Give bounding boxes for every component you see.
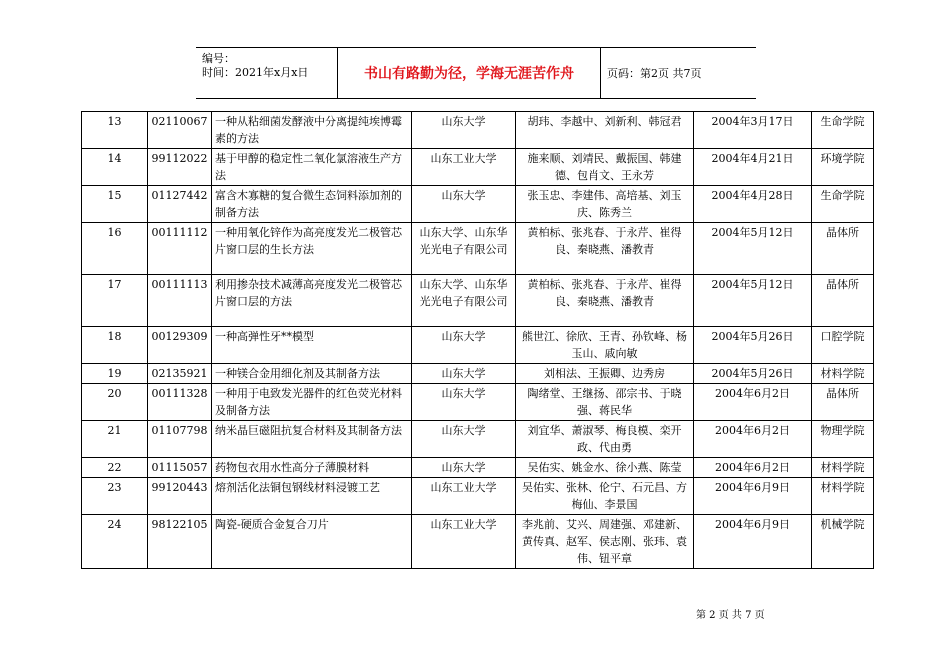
inventors: 刘宜华、萧淑琴、梅良模、栾开政、代由勇: [516, 421, 694, 458]
row-number: 17: [82, 275, 148, 327]
patent-title: 一种用于电致发光器件的红色荧光材料及制备方法: [212, 384, 412, 421]
department: 生命学院: [812, 186, 874, 223]
grant-date: 2004年6月9日: [694, 515, 812, 569]
grant-date: 2004年5月26日: [694, 327, 812, 364]
department: 材料学院: [812, 458, 874, 478]
department: 晶体所: [812, 384, 874, 421]
grant-date: 2004年3月17日: [694, 112, 812, 149]
grant-date: 2004年4月21日: [694, 149, 812, 186]
row-number: 13: [82, 112, 148, 149]
table-row: [82, 275, 874, 327]
table-row: [82, 364, 874, 384]
table-row: [82, 458, 874, 478]
patent-id: 00111112: [148, 223, 212, 275]
row-number: 24: [82, 515, 148, 569]
inventors: 熊世江、徐欣、王青、孙钦峰、杨玉山、戚向敏: [516, 327, 694, 364]
patent-id: 01127442: [148, 186, 212, 223]
patent-title: 熔剂活化法铜包钢线材料浸镀工艺: [212, 478, 412, 515]
department: 环境学院: [812, 149, 874, 186]
inventors: 吴佑实、张林、伦宁、石元昌、方梅仙、李景国: [516, 478, 694, 515]
patent-title: 纳米晶巨磁阻抗复合材料及其制备方法: [212, 421, 412, 458]
applicant-unit: 山东大学: [412, 384, 516, 421]
grant-date: 2004年6月9日: [694, 478, 812, 515]
table-row: [82, 327, 874, 364]
table-row: [82, 384, 874, 421]
grant-date: 2004年6月2日: [694, 458, 812, 478]
patent-id: 99120443: [148, 478, 212, 515]
patent-title: 陶瓷-硬质合金复合刀片: [212, 515, 412, 569]
patent-table: [81, 111, 874, 569]
table-row: [82, 421, 874, 458]
inventors: 黄柏标、张兆春、于永芹、崔得良、秦晓燕、潘教青: [516, 275, 694, 327]
row-number: 18: [82, 327, 148, 364]
code-label: 编号：: [202, 52, 235, 65]
patent-id: 98122105: [148, 515, 212, 569]
applicant-unit: 山东工业大学: [412, 478, 516, 515]
table-row: [82, 149, 874, 186]
patent-title: 一种镁合金用细化剂及其制备方法: [212, 364, 412, 384]
patent-id: 00111113: [148, 275, 212, 327]
row-number: 19: [82, 364, 148, 384]
grant-date: 2004年5月12日: [694, 223, 812, 275]
patent-title: 利用掺杂技术减薄高亮度发光二极管芯片窗口层的方法: [212, 275, 412, 327]
table-row: [82, 515, 874, 569]
row-number: 20: [82, 384, 148, 421]
table-body: [82, 112, 874, 569]
row-number: 23: [82, 478, 148, 515]
applicant-unit: 山东大学: [412, 112, 516, 149]
row-number: 14: [82, 149, 148, 186]
table-row: [82, 478, 874, 515]
applicant-unit: 山东大学: [412, 186, 516, 223]
patent-id: 01115057: [148, 458, 212, 478]
inventors: 胡玮、李越中、刘新利、韩冠君: [516, 112, 694, 149]
patent-id: 02110067: [148, 112, 212, 149]
applicant-unit: 山东大学、山东华光光电子有限公司: [412, 223, 516, 275]
row-number: 21: [82, 421, 148, 458]
department: 机械学院: [812, 515, 874, 569]
applicant-unit: 山东工业大学: [412, 515, 516, 569]
inventors: 施来顺、刘靖民、戴振国、韩建德、包肖文、王永芳: [516, 149, 694, 186]
department: 晶体所: [812, 223, 874, 275]
table-row: [82, 112, 874, 149]
patent-id: 02135921: [148, 364, 212, 384]
applicant-unit: 山东大学: [412, 364, 516, 384]
patent-id: 99112022: [148, 149, 212, 186]
grant-date: 2004年4月28日: [694, 186, 812, 223]
grant-date: 2004年5月26日: [694, 364, 812, 384]
header-motto: 书山有路勤为径，学海无涯苦作舟: [338, 48, 601, 98]
patent-title: 富含木寡糖的复合微生态饲料添加剂的制备方法: [212, 186, 412, 223]
department: 物理学院: [812, 421, 874, 458]
grant-date: 2004年5月12日: [694, 275, 812, 327]
department: 晶体所: [812, 275, 874, 327]
patent-title: 一种从粘细菌发酵液中分离提纯埃博霉素的方法: [212, 112, 412, 149]
inventors: 张玉忠、李建伟、高培基、刘玉庆、陈秀兰: [516, 186, 694, 223]
department: 材料学院: [812, 364, 874, 384]
applicant-unit: 山东大学: [412, 421, 516, 458]
time-label: 时间：2021年x月x日: [202, 66, 309, 79]
applicant-unit: 山东工业大学: [412, 149, 516, 186]
applicant-unit: 山东大学: [412, 458, 516, 478]
inventors: 黄柏标、张兆春、于永芹、崔得良、秦晓燕、潘教青: [516, 223, 694, 275]
department: 口腔学院: [812, 327, 874, 364]
grant-date: 2004年6月2日: [694, 384, 812, 421]
grant-date: 2004年6月2日: [694, 421, 812, 458]
department: 生命学院: [812, 112, 874, 149]
patent-title: 基于甲醇的稳定性二氧化氯溶液生产方法: [212, 149, 412, 186]
header-page-info: 页码：第2页 共7页: [607, 67, 702, 80]
row-number: 22: [82, 458, 148, 478]
inventors: 陶绪堂、王继扬、邵宗书、于晓强、蒋民华: [516, 384, 694, 421]
patent-id: 01107798: [148, 421, 212, 458]
patent-title: 一种用氧化锌作为高亮度发光二极管芯片窗口层的生长方法: [212, 223, 412, 275]
page-footer: 第 2 页 共 7 页: [696, 610, 765, 621]
applicant-unit: 山东大学、山东华光光电子有限公司: [412, 275, 516, 327]
table-row: [82, 186, 874, 223]
row-number: 15: [82, 186, 148, 223]
patent-title: 药物包衣用水性高分子薄膜材料: [212, 458, 412, 478]
inventors: 刘相法、王振卿、边秀房: [516, 364, 694, 384]
patent-id: 00111328: [148, 384, 212, 421]
patent-title: 一种高弹性牙**模型: [212, 327, 412, 364]
row-number: 16: [82, 223, 148, 275]
inventors: 李兆前、艾兴、周建强、邓建新、黄传真、赵军、侯志刚、张玮、袁伟、钮平章: [516, 515, 694, 569]
header-meta: [196, 48, 338, 98]
inventors: 吴佑实、姚金水、徐小燕、陈莹: [516, 458, 694, 478]
page-header: [196, 47, 756, 99]
table-row: [82, 223, 874, 275]
patent-id: 00129309: [148, 327, 212, 364]
department: 材料学院: [812, 478, 874, 515]
applicant-unit: 山东大学: [412, 327, 516, 364]
